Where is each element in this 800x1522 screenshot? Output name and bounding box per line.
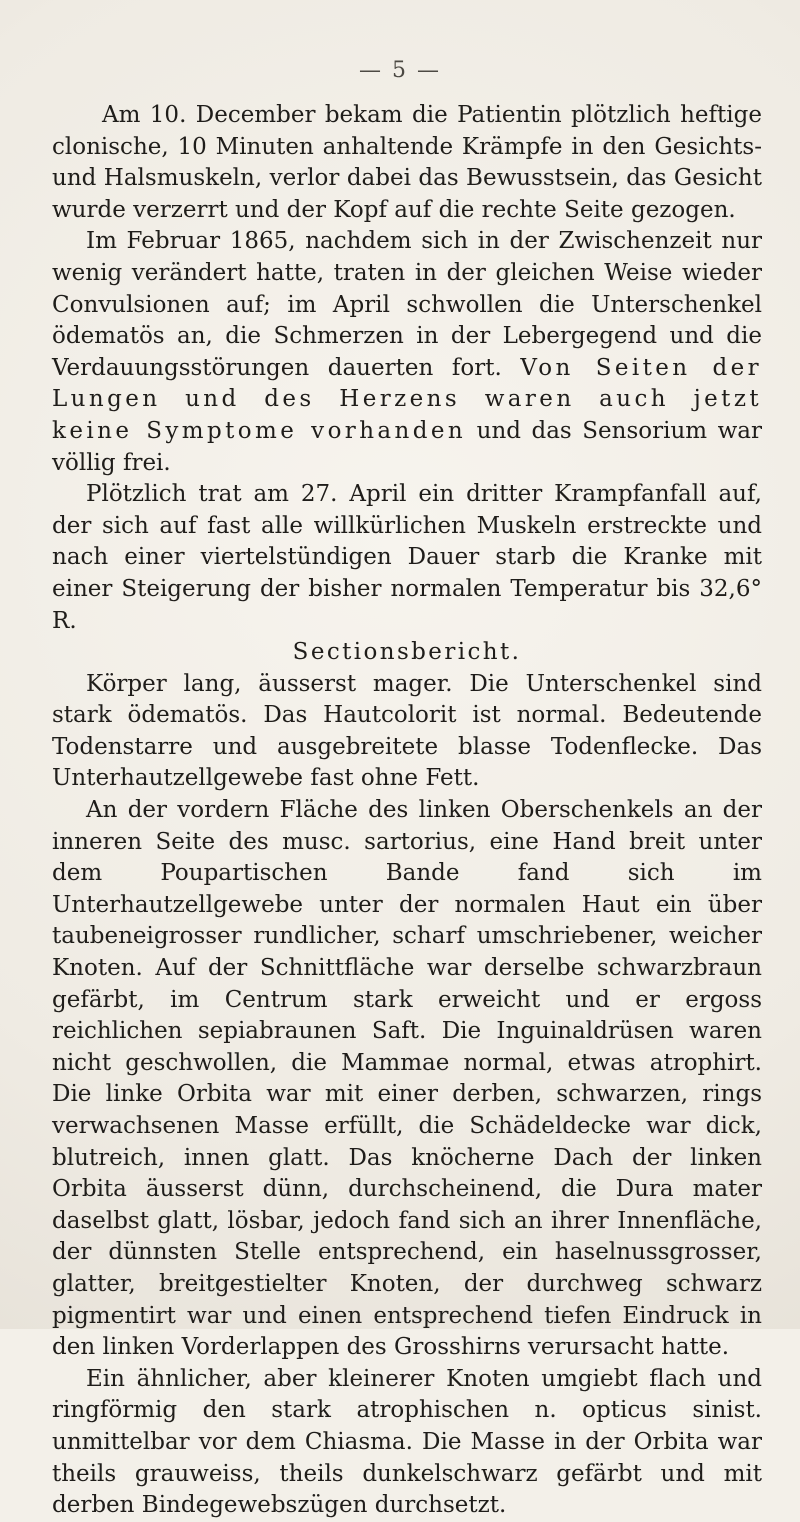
paragraph-6: Ein ähnlicher, aber kleinerer Knoten umgiebt flach und ringförmig den stark atrophischen n. opticus sinist. unmittelbar vor dem Chiasma. Die Masse in der Orbita war theils grauweiss, theils dunkelschwarz gefärbt und mit derben Bindegewebszügen durchsetzt. [52, 1365, 762, 1519]
paragraph-2-text-b: und das Sensorium war völlig frei. [52, 417, 762, 476]
paragraph-2-text-a: Im Februar 1865, nachdem sich in der Zwischenzeit nur wenig verändert hatte, traten in der gleichen Weise wieder Convulsionen auf; im April schwollen die Unterschenkel ödematös an, die Schmerzen in der Lebergegend und die Verdauungsstörungen dauerten fort. [52, 228, 762, 381]
page-number: — 5 — [359, 58, 441, 83]
paragraph-2-spaced-text: Von Seiten der Lungen und des Herzens waren auch jetzt keine Symptome vorhanden [52, 354, 763, 444]
paragraph-1: Am 10. December bekam die Patientin plötzlich heftige clonische, 10 Minuten anhaltende Krämpfe in den Gesichts- und Halsmuskeln, verlor dabei das Bewusstsein, das Gesicht wurde verzerrt und der Kopf auf die rechte Seite gezogen. [52, 102, 762, 223]
body-text [52, 100, 762, 1522]
paragraph-2 [52, 226, 762, 479]
section-heading: Sectionsbericht. [292, 639, 522, 666]
paragraph-4: Körper lang, äusserst mager. Die Unterschenkel sind stark ödematös. Das Hautcolorit ist normal. Bedeutende Todenstarre und ausgebreitete blasse Todenflecke. Das Unterhautzellgewebe fast ohne Fett. [52, 670, 762, 792]
paragraph-3: Plötzlich trat am 27. April ein dritter Krampfanfall auf, der sich auf fast alle willkürlichen Muskeln erstreckte und nach einer viertelstündigen Dauer starb die Kranke mit einer Steigerung der bisher normalen Temperatur bis 32,6° R. [52, 481, 762, 634]
paragraph-5: An der vordern Fläche des linken Oberschenkels an der inneren Seite des musc. sartorius, eine Hand breit unter dem Poupartischen Bande fand sich im Unterhautzellgewebe unter der normalen Haut ein über taubeneigrosser rundlicher, scharf umschriebener, weicher Knoten. Auf der Schnittfläche war derselbe schwarzbraun gefärbt, im Centrum stark erweicht und er ergoss reichlichen sepiabraunen Saft. Die Inguinaldrüsen waren nicht geschwollen, die Mammae normal, etwas atrophirt. Die linke Orbita war mit einer derben, schwarzen, rings verwachsenen Masse erfüllt, die Schädeldecke war dick, blutreich, innen glatt. Das knöcherne Dach der linken Orbita äusserst dünn, durchscheinend, die Dura mater daselbst glatt, lösbar, jedoch fand sich an ihrer Innenfläche, der dünnsten Stelle entsprechend, ein haselnussgrosser, glatter, breitgestielter Knoten, der durchweg schwarz pigmentirt war und einen entsprechend tiefen Eindruck in den linken Vorderlappen des Grosshirns verursacht hatte. [52, 797, 762, 1361]
